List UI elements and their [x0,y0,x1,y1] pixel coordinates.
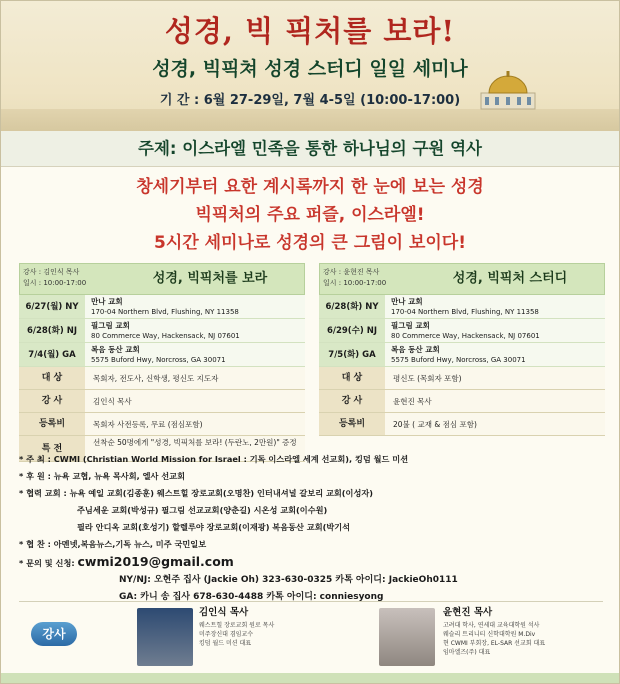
session-address: 80 Commerce Way, Hackensack, NJ 07601 [391,332,540,340]
table-time: 일시 : 10:00-17:00 [323,279,387,287]
info-key: 강 사 [19,390,85,412]
table-speaker: 강사 : 김인식 목사 [23,268,80,276]
info-row [19,367,305,390]
session-row [19,319,305,343]
coop-line: 필라 안디옥 교회(호성기) 할렐루야 장로교회(이재광) 복음동산 교회(박기석 [77,522,351,532]
session-row [19,295,305,319]
info-row [19,390,305,413]
session-venue: 필그림 교회 [91,321,130,330]
session-venue: 만나 교회 [91,297,123,306]
session-venue: 만나 교회 [391,297,423,306]
session-date: 6/27(월) NY [19,295,85,318]
info-key: 등록비 [319,413,385,435]
speaker-photo [137,608,193,666]
session-address: 80 Commerce Way, Hackensack, NJ 07601 [91,332,240,340]
session-date: 6/28(화) NJ [19,319,85,342]
speaker-title: 웨스트힐 장로교회 원로 목사 [199,622,275,629]
schedule-tables [1,263,619,463]
host-line: * 주 최 : CWMI (Christian World Mission for Israel : 기독 이스라엘 세계 선교회), 킹덤 월드 미션 [19,454,409,464]
speaker-title: 웨슬리 트리니티 신학대학원 M.Div [443,631,536,638]
speaker-title: 미주장신대 겸임교수 [199,631,254,638]
coop-line: 주님세운 교회(박성규) 필그림 선교교회(양춘길) 시온성 교회(이수원) [77,505,328,515]
session-venue: 복음 동산 교회 [91,345,140,354]
session-address: 170-04 Northern Blvd, Flushing, NY 11358 [391,308,539,316]
info-key: 특 전 [19,436,85,461]
tagline-1: 창세기부터 요한 계시록까지 한 눈에 보는 성경 [136,177,484,197]
session-venue: 복음 동산 교회 [391,345,440,354]
speaker-name: 윤현진 목사 [443,607,493,618]
tagline-2: 빅픽처의 주요 퍼즐, 이스라엘! [195,205,425,225]
info-row [19,413,305,436]
left-schedule-table [19,263,305,462]
seminar-theme: 주제: 이스라엘 민족을 통한 하나님의 구원 역사 [138,139,482,158]
info-key: 대 상 [19,367,85,389]
table-speaker: 강사 : 윤현진 목사 [323,268,380,276]
session-venue: 필그림 교회 [391,321,430,330]
taglines [1,167,619,263]
info-key: 대 상 [319,367,385,389]
info-value: 평신도 (목회자 포함) [385,367,605,389]
seminar-period: 기 간 : 6월 27-29일, 7월 4-5일 (10:00-17:00) [159,93,461,108]
contact-email[interactable]: cwmi2019@gmail.com [77,554,234,569]
info-row [319,367,605,390]
speaker-name: 김인식 목사 [199,607,249,618]
speaker-photo [379,608,435,666]
session-date: 6/29(수) NJ [319,319,385,342]
info-value: 윤현진 목사 [385,390,605,412]
info-value: 목회자 사전등록, 무료 (점심포함) [85,413,305,435]
session-date: 6/28(화) NY [319,295,385,318]
speaker-info [199,608,274,648]
table-time: 일시 : 10:00-17:00 [23,279,87,287]
table-title: 성경, 빅픽처를 보라 [152,271,268,286]
contact-ga: GA: 카니 송 집사 678-630-4488 카톡 아이디: conniesyong [119,592,384,602]
speaker-title: 현 CWMI 부회장, EL-SAR 선교회 대표 [443,640,546,647]
session-row [319,319,605,343]
table-header [19,263,305,295]
sponsor-line: * 후 원 : 뉴욕 교협, 뉴욕 목사회, 엘사 선교회 [19,471,185,481]
session-row [319,295,605,319]
speaker-section [19,601,603,671]
info-row [319,413,605,436]
speaker-badge: 강사 [31,622,77,646]
speaker-title: 킹덤 월드 미션 대표 [199,640,252,647]
poster-subtitle: 성경, 빅픽쳐 성경 스터디 일일 세미나 [152,58,468,80]
session-date: 7/4(월) GA [19,343,85,366]
session-address: 5575 Buford Hwy, Norcross, GA 30071 [391,356,526,364]
right-schedule-table [319,263,605,436]
speaker-title: 고려대 학사, 연세대 교육대학원 석사 [443,622,540,629]
theme-bar [1,131,619,167]
session-row [319,343,605,367]
media-line: * 협 찬 : 아멘넷,복음뉴스,기독 뉴스, 미주 국민일보 [19,539,207,549]
table-header [319,263,605,295]
speaker-title: 임마엘즈(주) 대표 [443,649,491,656]
poster-title: 성경, 빅 픽처를 보라! [164,14,456,48]
contact-ny: NY/NJ: 오현주 집사 (Jackie Oh) 323-630-0325 카톡 아이디: JackieOh0111 [119,575,458,585]
event-notes [19,451,603,606]
info-value: 김인식 목사 [85,390,305,412]
info-key: 강 사 [319,390,385,412]
speaker-info [443,608,545,657]
footer-bar [1,673,619,683]
dome-of-the-rock-icon [475,67,541,111]
coop-line: * 협력 교회 : 뉴욕 예일 교회(김종훈) 웨스트힐 장로교회(오명찬) 인터내셔널 갈보리 교회(이성자) [19,488,374,498]
session-row [19,343,305,367]
table-title: 성경, 빅픽처 스터디 [452,271,568,286]
info-value: 20불 ( 교재 & 점심 포함) [385,413,605,435]
info-key: 등록비 [19,413,85,435]
hero-banner [1,1,619,131]
info-value: 목회자, 전도사, 신학생, 평신도 지도자 [85,367,305,389]
session-address: 5575 Buford Hwy, Norcross, GA 30071 [91,356,226,364]
jerusalem-skyline [1,109,619,131]
session-date: 7/5(화) GA [319,343,385,366]
tagline-3: 5시간 세미나로 성경의 큰 그림이 보이다! [154,233,466,253]
session-address: 170-04 Northern Blvd, Flushing, NY 11358 [91,308,239,316]
inquiry-label: * 문의 및 신청: [19,558,75,568]
info-row [319,390,605,413]
info-value: 선착순 50명에게 "성경, 빅픽처를 보라! (두란노, 2만원)" 증정 [85,436,305,461]
